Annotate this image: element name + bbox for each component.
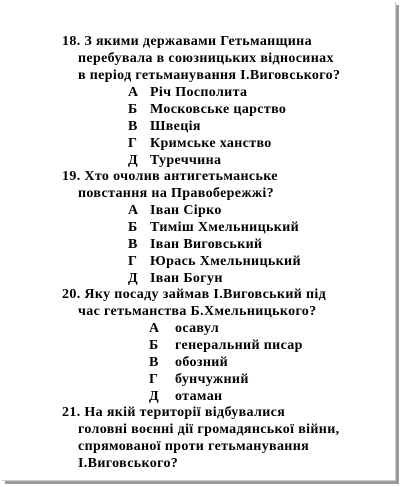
question-21-line-3: спрямованої проти гетьманування (78, 439, 310, 454)
question-21-line-4: І.Виговського? (78, 456, 179, 471)
q18-option-d: Д Туреччина (128, 153, 222, 168)
question-18-line-2: перебувала в союзницьких відносинах (78, 51, 334, 66)
question-20-line-1: 20. Яку посаду займав І.Виговський під (62, 287, 327, 302)
q20-option-g: Г бунчужний (149, 372, 249, 387)
q18-option-a: А Річ Посполита (128, 85, 248, 100)
q20-option-d: Д отаман (149, 389, 223, 404)
q18-option-b: Б Московське царство (128, 102, 287, 117)
question-19-line-1: 19. Хто очолив антигетьманське (62, 169, 278, 184)
q18-option-g: Г Кримське ханство (128, 136, 272, 151)
question-18-line-1: 18. З якими державами Гетьманщина (62, 34, 312, 49)
q19-option-g: Г Юрась Хмельницький (128, 254, 301, 269)
document-page (2, 2, 396, 481)
q19-option-v: В Іван Виговський (128, 237, 263, 252)
q20-option-v: В обозний (149, 355, 229, 370)
q19-option-b: Б Тиміш Хмельницький (128, 220, 300, 235)
question-20-line-2: час гетьманства Б.Хмельницького? (78, 304, 317, 319)
q19-option-d: Д Іван Богун (128, 271, 223, 286)
q20-option-a: А осавул (149, 321, 220, 336)
question-21-line-1: 21. На якій території відбувалися (62, 405, 286, 420)
question-19-line-2: повстання на Правобережжі? (78, 186, 274, 201)
question-21-line-2: головні воєнні дії громадянської війни, (78, 422, 340, 437)
question-18-line-3: в період гетьманування І.Виговського? (78, 68, 341, 83)
q19-option-a: А Іван Сірко (128, 203, 222, 218)
q18-option-v: В Швеція (128, 119, 201, 134)
q20-option-b: Б генеральний писар (149, 338, 303, 353)
